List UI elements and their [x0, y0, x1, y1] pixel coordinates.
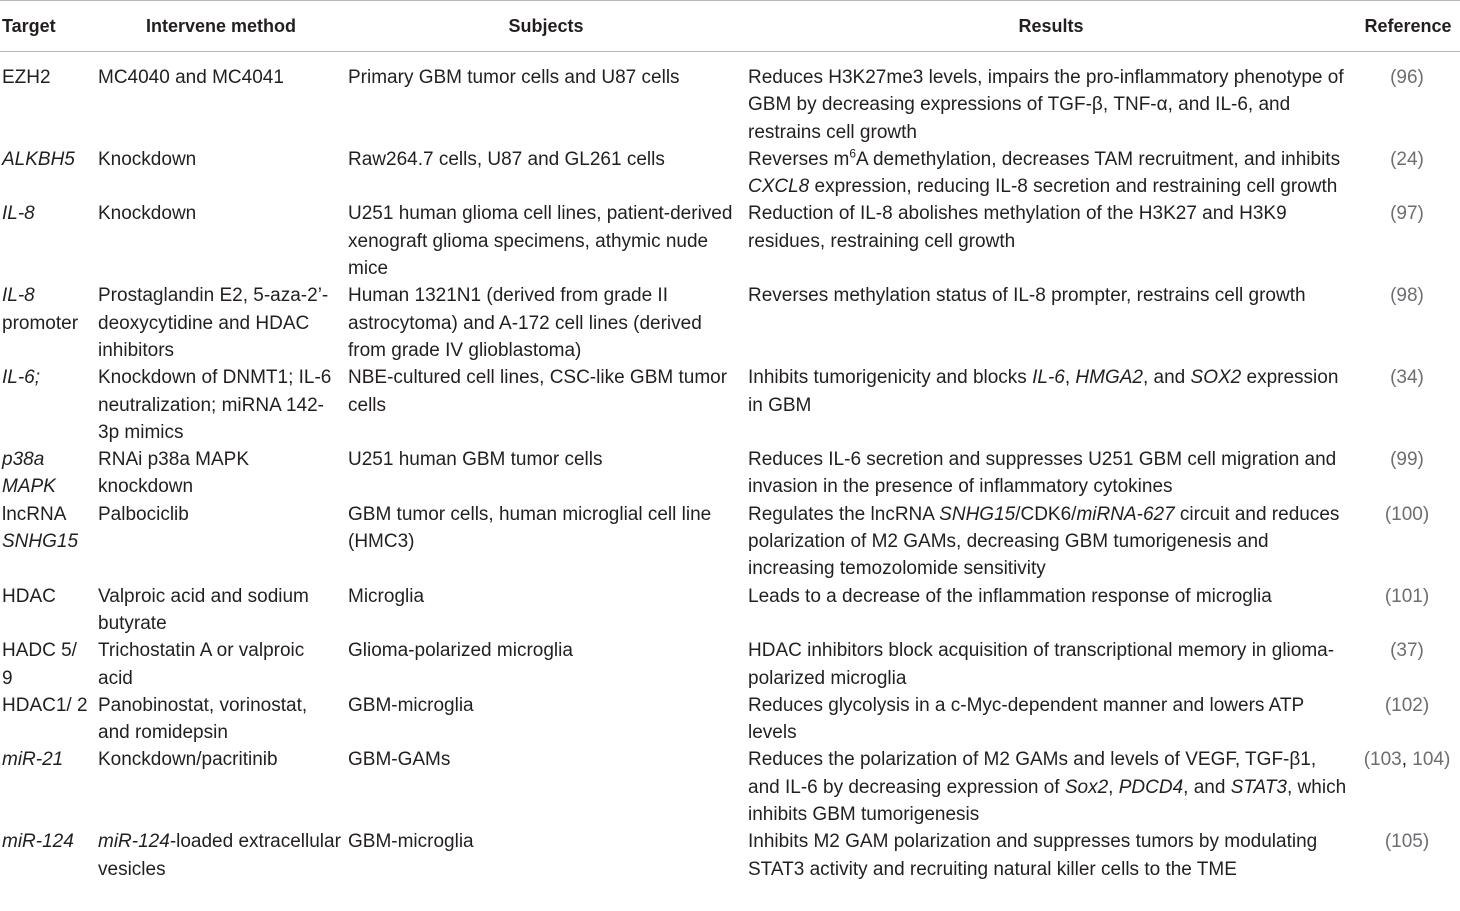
cell-results: Inhibits M2 GAM polarization and suppresses tumors by modulating STAT3 activity and recruiting natural killer cells to the TME	[748, 831, 1318, 880]
table-row	[0, 501, 1460, 583]
cell-results	[746, 364, 1356, 446]
cell-method: Palbociclib	[98, 503, 189, 525]
gene-name: Sox2	[1064, 776, 1109, 798]
cell-method: Konckdown/pacritinib	[98, 749, 278, 771]
text-run: Reduces the polarization of M2 GAMs and levels of VEGF, TGF-β1, and IL-6 by decreasing expression of	[748, 749, 1317, 798]
table-row	[0, 52, 1460, 146]
cell-reference	[1356, 200, 1460, 282]
cell-subjects: GBM-GAMs	[348, 749, 451, 771]
cell-method: Trichostatin A or valproic acid	[98, 640, 305, 689]
reference-link[interactable]: 104)	[1412, 749, 1451, 771]
reference-link[interactable]: (97)	[1390, 203, 1424, 225]
cell-method: RNAi p38a MAPK knockdown	[98, 449, 250, 498]
cell-subjects: GBM tumor cells, human microglial cell line (HMC3)	[348, 503, 712, 553]
cell-target: IL-6;	[2, 367, 41, 389]
reference-link[interactable]: (37)	[1390, 640, 1424, 662]
cell-subjects: NBE-cultured cell lines, CSC-like GBM tumor cells	[348, 367, 728, 416]
cell-results	[746, 746, 1356, 828]
cell-reference	[1356, 828, 1460, 883]
cell-subjects: GBM-microglia	[348, 831, 474, 853]
cell-reference	[1356, 746, 1460, 828]
table-row	[0, 200, 1460, 282]
table-row	[0, 746, 1460, 828]
cell-method: MC4040 and MC4041	[98, 67, 284, 88]
cell-reference	[1356, 692, 1460, 747]
cell-target	[0, 501, 96, 583]
text-run: Reverses m	[748, 148, 850, 170]
reference-link[interactable]: (105)	[1384, 831, 1430, 853]
cell-method: Panobinostat, vorinostat, and romidepsin	[98, 694, 308, 744]
cell-target: ALKBH5	[2, 148, 75, 170]
reference-link[interactable]: (34)	[1390, 367, 1424, 389]
cell-target: miR-124	[2, 831, 74, 853]
text-run: lncRNA	[2, 503, 66, 525]
cell-results: Leads to a decrease of the inflammation response of microglia	[748, 585, 1272, 607]
table-row	[0, 446, 1460, 501]
cell-reference	[1356, 501, 1460, 583]
cell-reference	[1356, 364, 1460, 446]
cell-target: HADC 5/ 9	[2, 640, 77, 689]
reference-link[interactable]: (101)	[1384, 585, 1430, 607]
cell-reference	[1356, 52, 1460, 146]
text-run: A demethylation, decreases TAM recruitment, and inhibits	[856, 148, 1341, 170]
cell-subjects: Glioma-polarized microglia	[348, 640, 573, 662]
text-run: /CDK6/	[1015, 503, 1077, 525]
cell-target: IL-8	[2, 203, 35, 225]
text-run: ,	[1108, 776, 1119, 798]
reference-link[interactable]: (103	[1363, 749, 1402, 771]
text-run: , and	[1183, 776, 1231, 798]
cell-results: Reduction of IL-8 abolishes methylation of the H3K27 and H3K9 residues, restraining cell growth	[748, 203, 1287, 252]
cell-results: Reverses methylation status of IL-8 prompter, restrains cell growth	[748, 285, 1306, 307]
header-method: Intervene method	[96, 1, 346, 52]
superscript: 6	[849, 146, 857, 161]
gene-name: IL-6	[1032, 367, 1065, 389]
cell-method: Valproic acid and sodium butyrate	[98, 585, 309, 634]
table-row	[0, 146, 1460, 201]
gene-name: SNHG15	[2, 531, 79, 553]
text-run: Regulates the lncRNA	[748, 503, 940, 525]
cell-method	[96, 828, 346, 883]
text-run: circuit and reduces polarization of M2 GAMs, decreasing GBM tumorigenesis and increasing temozolomide sensitivity	[748, 503, 1340, 580]
header-subjects: Subjects	[346, 1, 746, 52]
table-row	[0, 828, 1460, 883]
text-run: -loaded extracellular vesicles	[98, 831, 341, 880]
table-row	[0, 637, 1460, 692]
table-row	[0, 282, 1460, 364]
reference-link[interactable]: (99)	[1390, 449, 1424, 471]
cell-subjects: Primary GBM tumor cells and U87 cells	[348, 67, 680, 88]
cell-reference	[1356, 146, 1460, 201]
cell-results: Reduces glycolysis in a c-Myc-dependent manner and lowers ATP levels	[748, 694, 1304, 744]
text-run: ,	[1064, 367, 1076, 389]
gene-name: STAT3	[1230, 776, 1287, 798]
table-row	[0, 692, 1460, 747]
cell-reference	[1356, 637, 1460, 692]
text-run: , and	[1142, 367, 1191, 389]
gene-name: CXCL8	[748, 176, 810, 198]
reference-link[interactable]: (24)	[1390, 148, 1424, 170]
cell-target	[0, 282, 96, 364]
cell-results: Reduces H3K27me3 levels, impairs the pro-inflammatory phenotype of GBM by decreasing expressions of TGF-β, TNF-α, and IL-6, and restrains cell growth	[748, 67, 1344, 143]
gene-name: SNHG15	[939, 503, 1016, 525]
gene-name: miR-124	[98, 831, 170, 853]
cell-target: HDAC1/ 2	[2, 694, 88, 716]
cell-target: EZH2	[2, 67, 51, 88]
reference-link[interactable]: (98)	[1390, 285, 1424, 307]
text-run: expression, reducing IL-8 secretion and restraining cell growth	[809, 176, 1338, 198]
cell-reference	[1356, 446, 1460, 501]
cell-method: Knockdown	[98, 148, 197, 170]
gene-name: miRNA-627	[1076, 503, 1175, 525]
table-row	[0, 583, 1460, 638]
text-run: promoter	[2, 312, 79, 334]
cell-results: HDAC inhibitors block acquisition of transcriptional memory in glioma-polarized microglia	[748, 640, 1335, 689]
reference-link[interactable]: (100)	[1384, 503, 1430, 525]
text-run: ,	[1401, 749, 1413, 771]
cell-subjects: Human 1321N1 (derived from grade II astrocytoma) and A-172 cell lines (derived from grade IV glioblastoma)	[348, 285, 702, 361]
header-results: Results	[746, 1, 1356, 52]
header-target: Target	[0, 1, 96, 52]
text-run: Inhibits tumorigenicity and blocks	[748, 367, 1033, 389]
gene-name: SOX2	[1190, 367, 1242, 389]
cell-subjects: U251 human glioma cell lines, patient-derived xenograft glioma specimens, athymic nude mice	[348, 203, 733, 280]
table-row	[0, 364, 1460, 446]
cell-target: HDAC	[2, 585, 56, 607]
reference-link[interactable]: (102)	[1384, 694, 1430, 716]
cell-target: p38a MAPK	[2, 449, 56, 498]
cell-subjects: Raw264.7 cells, U87 and GL261 cells	[348, 148, 665, 170]
header-reference: Reference	[1356, 1, 1460, 52]
text-run: expression in GBM	[748, 367, 1339, 416]
cell-target: miR-21	[2, 749, 64, 771]
gene-name: HMGA2	[1075, 367, 1143, 389]
cell-method: Knockdown	[98, 203, 197, 225]
cell-results	[746, 501, 1356, 583]
cell-method: Prostaglandin E2, 5-aza-2’-deoxycytidine and HDAC inhibitors	[98, 285, 329, 361]
cell-reference	[1356, 583, 1460, 638]
cell-results: Reduces IL-6 secretion and suppresses U251 GBM cell migration and invasion in the presence of inflammatory cytokines	[748, 449, 1337, 498]
cell-subjects: U251 human GBM tumor cells	[348, 449, 603, 471]
cell-method: Knockdown of DNMT1; IL-6 neutralization; miRNA 142-3p mimics	[98, 367, 332, 443]
cell-subjects: GBM-microglia	[348, 694, 474, 716]
text-run: , which inhibits GBM tumorigenesis	[748, 776, 1347, 826]
cell-subjects: Microglia	[348, 585, 425, 607]
cell-results	[746, 146, 1356, 201]
header-row	[0, 1, 1460, 52]
gene-name: IL-8	[2, 285, 35, 307]
gene-name: PDCD4	[1118, 776, 1184, 798]
cell-reference	[1356, 282, 1460, 364]
reference-link[interactable]: (96)	[1390, 67, 1424, 88]
